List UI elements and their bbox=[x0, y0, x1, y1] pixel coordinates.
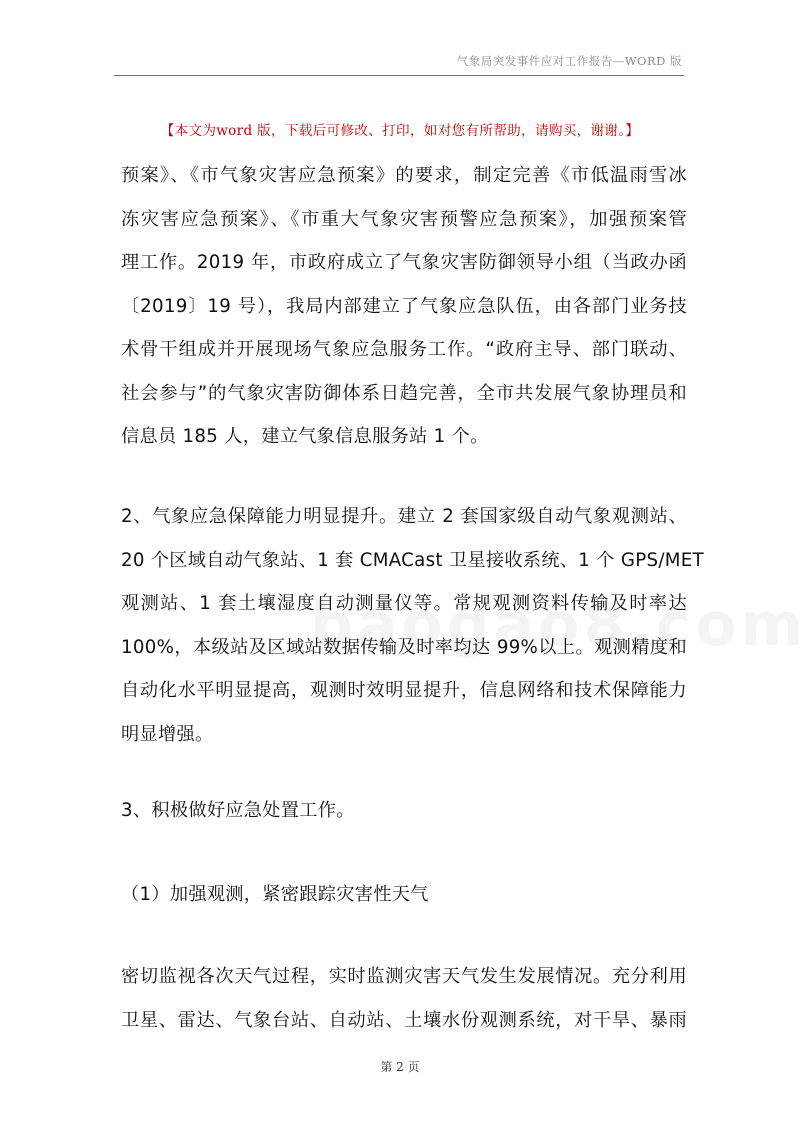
paragraph-line: 观测站、1 套土壤湿度自动测量仪等。常规观测资料传输及时率达 bbox=[121, 593, 687, 614]
paragraph-line: 预案》、《市气象灾害应急预案》的要求，制定完善《市低温雨雪冰 bbox=[121, 165, 687, 186]
paragraph-line: 信息员 185 人，建立气象信息服务站 1 个。 bbox=[121, 426, 489, 447]
paragraph-1 bbox=[121, 154, 687, 459]
paragraph-line: 术骨干组成并开展现场气象应急服务工作。“政府主导、部门联动、 bbox=[121, 339, 687, 360]
paragraph-2 bbox=[121, 495, 704, 756]
purchase-notice: 【本文为word 版，下载后可修改、打印，如对您有所帮助，请购买，谢谢。】 bbox=[160, 123, 640, 139]
page-number: 第 2 页 bbox=[380, 1060, 420, 1074]
header-divider bbox=[114, 75, 684, 76]
paragraph-3 bbox=[121, 955, 687, 1042]
paragraph-line: 自动化水平明显提高，观测时效明显提升，信息网络和技术保障能力 bbox=[121, 680, 687, 701]
heading-3: 3、积极做好应急处置工作。 bbox=[121, 800, 355, 821]
paragraph-line: 明显增强。 bbox=[121, 723, 214, 745]
subheading-1: （1）加强观测，紧密跟踪灾害性天气 bbox=[121, 884, 429, 905]
paragraph-line: 2、气象应急保障能力明显提升。建立 2 套国家级自动气象观测站、 bbox=[121, 506, 687, 527]
section-heading bbox=[121, 789, 687, 833]
paragraph-line: 密切监视各次天气过程，实时监测灾害天气发生发展情况。充分利用 bbox=[121, 966, 687, 987]
subsection-heading bbox=[121, 873, 687, 917]
paragraph-line: 〔2019〕19 号），我局内部建立了气象应急队伍，由各部门业务技 bbox=[121, 295, 687, 317]
paragraph-line: 100%，本级站及区域站数据传输及时率均达 99%以上。观测精度和 bbox=[121, 636, 687, 658]
paragraph-line: 理工作。2019 年，市政府成立了气象灾害防御领导小组（当政办函 bbox=[121, 252, 687, 273]
document-header-title: 气象局突发事件应对工作报告—WORD 版 bbox=[456, 54, 682, 68]
paragraph-line: 20 个区域自动气象站、1 套 CMACast 卫星接收系统、1 个 GPS/MET bbox=[121, 549, 704, 571]
paragraph-line: 卫星、雷达、气象台站、自动站、土壤水份观测系统，对干旱、暴雨 bbox=[121, 1009, 687, 1031]
paragraph-line: 社会参与”的气象灾害防御体系日趋完善，全市共发展气象协理员和 bbox=[121, 382, 687, 404]
paragraph-line: 冻灾害应急预案》、《市重大气象灾害预警应急预案》，加强预案管 bbox=[121, 208, 687, 230]
